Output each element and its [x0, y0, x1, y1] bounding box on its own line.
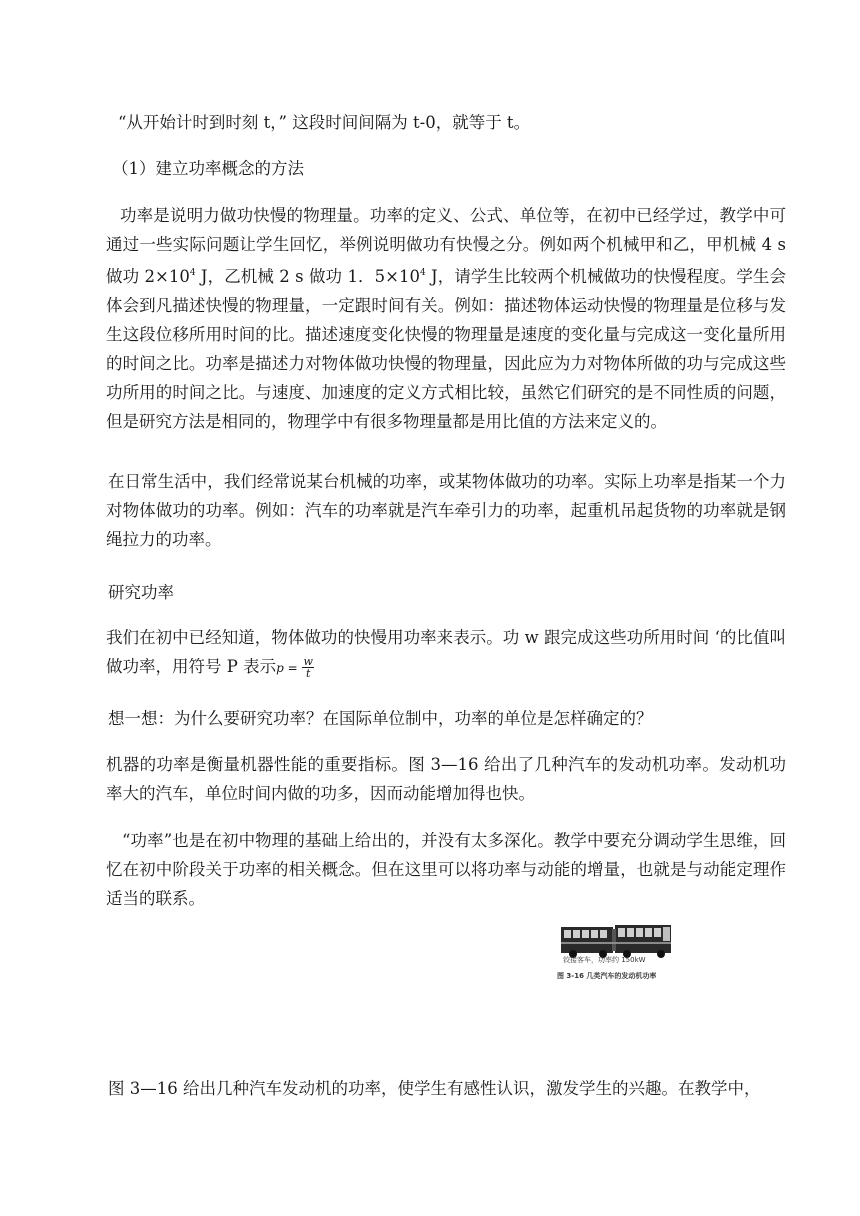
- formula-equals: =: [283, 661, 302, 675]
- paragraph-machine-power: 机器的功率是衡量机器性能的重要指标。图 3—16 给出了几种汽车的发动机功率。发动机功率大的汽车，单位时间内做的功多，因而动能增加得也快。: [106, 755, 786, 803]
- section-heading-research-power: 研究功率: [108, 583, 174, 602]
- paragraph-text-part-c: J，请学生比较两个机械做功的快慢程度。学生会体会到凡描述快慢的物理量，一定跟时间有关。例如：描述物体运动快慢的物理量是位移与发生这段位移所用时间的比。描述速度变化快慢的物理量是速度的变化量与完成这一变化量所用的时间之比。功率是描述力对物体做功快慢的物理量，因此应为力对物体所做的功与完成这些功所用的时间之比。与速度、加速度的定义方式相比较，虽然它们研究的是不同性质的问题，但是研究方法是相同的，物理学中有很多物理量都是用比值的方法来定义的。: [106, 267, 787, 431]
- formula-denominator: t: [305, 667, 311, 680]
- formula-fraction: [302, 656, 313, 679]
- paragraph-power-formula: [106, 623, 786, 683]
- paragraph-text: 我们在初中已经知道，物体做功的快慢用功率来表示。功 w 跟完成这些功所用时间 ‘的比值叫做功率，用符号 P 表示: [106, 628, 786, 676]
- articulated-bus-illustration: [561, 925, 671, 958]
- exponent: 4: [419, 268, 426, 278]
- paragraph-figure-discussion: 图 3—16 给出几种汽车发动机的功率，使学生有感性认识，激发学生的兴趣。在教学中，: [108, 1079, 761, 1098]
- text-line-time-interval: “从开始计时到时刻 t，” 这段时间间隔为 t-0，就等于 t。: [118, 113, 531, 132]
- section-heading-power-concept: （1）建立功率概念的方法: [112, 159, 304, 178]
- figure-caption-title: 图 3-16 几类汽车的发动机功率: [557, 972, 657, 980]
- paragraph-think-about-it: 想一想：为什么要研究功率？在国际单位制中，功率的单位是怎样确定的？: [108, 709, 653, 728]
- paragraph-text-part-a: 功率是说明力做功快慢的物理量。功率的定义、公式、单位等，在初中已经学过，教学中可通过一些实际问题让学生回忆，举例说明做功有快慢之分。例如两个机械甲和乙，甲机械 4 s 做功 2×10: [106, 206, 786, 286]
- paragraph-daily-life-power: 在日常生活中，我们经常说某台机械的功率，或某物体做功的功率。实际上功率是指某一个力对物体做功的功率。例如：汽车的功率就是汽车牵引力的功率，起重机吊起货物的功率就是钢绳拉力的功率。: [106, 472, 786, 549]
- figure-caption-bus: 铰接客车，功率约 150kW: [563, 956, 646, 964]
- paragraph-power-definition: [106, 201, 786, 436]
- exponent: 4: [189, 268, 196, 278]
- formula-numerator: w: [303, 655, 313, 668]
- paragraph-text-part-b: J，乙机械 2 s 做功 1．5×10: [195, 267, 420, 286]
- formula-lhs: p: [276, 661, 284, 675]
- paragraph-power-concept-note: “功率”也是在初中物理的基础上给出的，并没有太多深化。教学中要充分调动学生思维，回忆在初中阶段关于功率的相关概念。但在这里可以将功率与动能的增量，也就是与动能定理作适当的联系。: [106, 831, 786, 908]
